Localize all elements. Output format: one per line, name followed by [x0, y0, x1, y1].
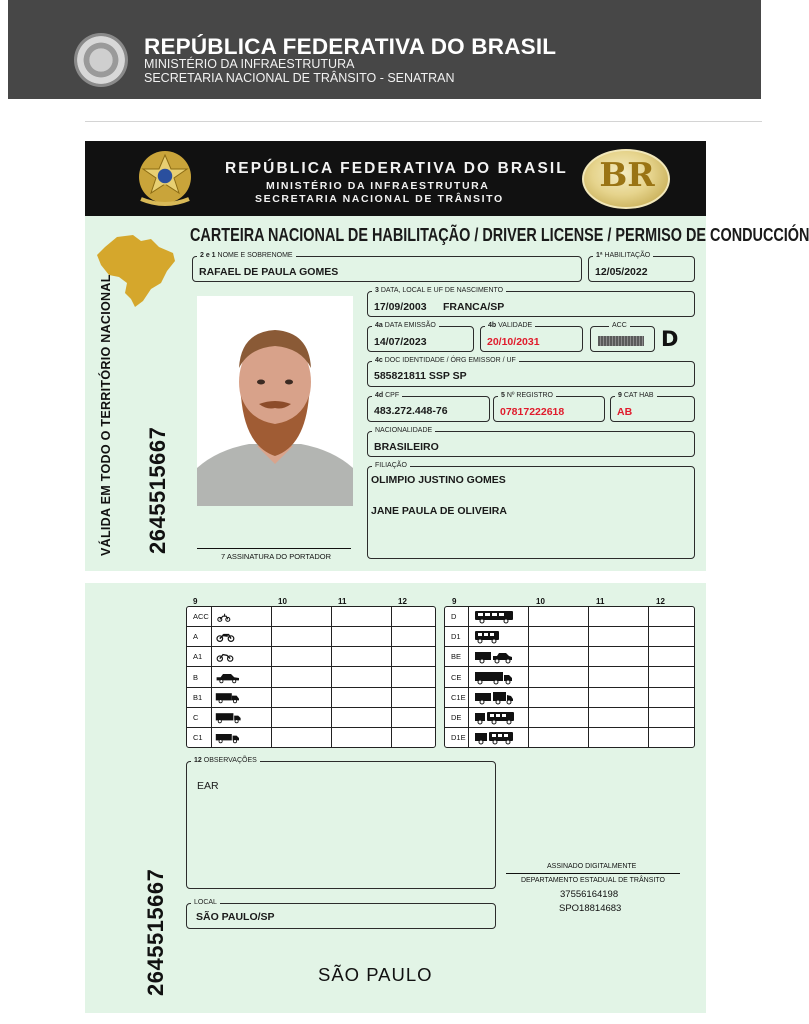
filiation-field	[367, 462, 695, 559]
header-title: REPÚBLICA FEDERATIVA DO BRASIL	[144, 34, 557, 59]
coat-of-arms-seal-icon	[74, 33, 128, 87]
acc-label: ACC	[609, 320, 630, 331]
validity-text: VÁLIDA EM TODO O TERRITÓRIO NACIONAL	[99, 274, 113, 556]
local-value: SÃO PAULO/SP	[196, 911, 275, 923]
back-city: SÃO PAULO	[318, 964, 433, 985]
bus-trailer-icon	[473, 712, 515, 724]
issue-date-label: DATA EMISSÃO	[384, 322, 436, 329]
name-field-number: 2 e 1	[200, 252, 216, 259]
name-field	[192, 252, 582, 282]
category-code: ACC	[193, 612, 209, 621]
document-title: CARTEIRA NACIONAL DE HABILITAÇÃO / DRIVER LICENSE / PERMISO DE CONDUCCIÓN	[190, 224, 809, 245]
first-license-field	[588, 252, 695, 282]
car-icon	[215, 672, 247, 684]
minibus-trailer-icon	[473, 732, 515, 744]
birth-field	[367, 287, 695, 317]
category-row	[187, 647, 435, 667]
filiation-label: FILIAÇÃO	[372, 460, 410, 471]
local-label: LOCAL	[191, 897, 220, 908]
signature-label: 7 ASSINATURA DO PORTADOR	[221, 552, 332, 561]
truck-icon	[215, 712, 247, 724]
holder-photo	[197, 296, 353, 506]
id-doc-field	[367, 357, 695, 387]
category-row	[445, 688, 694, 708]
code-1: 37556164198	[560, 889, 619, 900]
category-table-left	[186, 606, 436, 748]
cat-hab-label: CAT HAB	[623, 392, 654, 399]
category-row	[445, 647, 694, 667]
father-name: OLIMPIO JUSTINO GOMES	[371, 474, 506, 486]
br-badge-text: BR	[599, 155, 655, 194]
id-doc-number: 4c	[375, 357, 383, 364]
scooter-icon	[215, 611, 247, 623]
front-secretariat: SECRETARIA NACIONAL DE TRÂNSITO	[255, 193, 504, 205]
category-code: A1	[193, 652, 203, 662]
issue-date-field	[367, 322, 474, 352]
cpf-label: CPF	[385, 392, 400, 399]
category-row	[187, 627, 435, 647]
registro-field	[493, 392, 605, 422]
utility-van-icon	[215, 692, 247, 704]
col-header-11-right: 11	[596, 597, 605, 606]
category-code: C	[193, 713, 199, 722]
category-table-right	[444, 606, 695, 748]
birth-date-value: 17/09/2003	[374, 301, 427, 313]
category-row	[187, 668, 435, 688]
category-code: B	[193, 672, 199, 682]
motorcycle-icon	[215, 631, 247, 643]
registro-number: 5	[501, 392, 505, 399]
col-header-12: 12	[398, 597, 407, 606]
observations-value: EAR	[197, 780, 219, 792]
observations-field	[186, 757, 496, 889]
registro-label: Nº REGISTRO	[506, 392, 553, 399]
id-doc-label: DOC IDENTIDADE / ÓRG EMISSOR / UF	[384, 357, 516, 364]
cat-hab-value: AB	[617, 406, 633, 418]
validity-label: VALIDADE	[498, 322, 533, 329]
category-code: C1	[193, 733, 203, 743]
category-row	[187, 728, 435, 748]
cpf-field	[367, 392, 490, 422]
col-header-10-right: 10	[536, 597, 545, 606]
license-front	[85, 141, 809, 571]
truck-trailer-icon	[473, 672, 515, 684]
nationality-field	[367, 427, 695, 457]
birth-field-label: DATA, LOCAL E UF DE NASCIMENTO	[380, 287, 504, 294]
small-motorcycle-icon	[215, 651, 247, 663]
header-secretariat: SECRETARIA NACIONAL DE TRÂNSITO - SENATRAN	[144, 71, 455, 85]
department-text: DEPARTAMENTO ESTADUAL DE TRÂNSITO	[521, 877, 665, 884]
first-license-number: 1ª	[596, 252, 603, 259]
header-ministry: MINISTÉRIO DA INFRAESTRUTURA	[144, 57, 355, 71]
category-code: C1E	[451, 692, 466, 702]
cat-hab-number: 9	[618, 392, 622, 399]
col-header-10: 10	[278, 597, 287, 606]
validity-number: 4b	[488, 322, 497, 329]
category-row	[187, 708, 435, 728]
observations-label: OBSERVAÇÕES	[203, 757, 257, 764]
minibus-icon	[473, 631, 515, 643]
coat-of-arms-icon	[131, 147, 199, 211]
col-header-9: 9	[193, 597, 198, 606]
birth-place-value: FRANCA/SP	[443, 301, 505, 313]
nationality-value: BRASILEIRO	[374, 441, 439, 453]
category-code: A	[193, 632, 199, 642]
category-row	[187, 607, 435, 627]
license-back	[85, 583, 706, 1013]
cat-hab-field	[610, 392, 695, 422]
acc-field	[590, 322, 655, 352]
signature-line-back	[506, 873, 680, 874]
birth-field-number: 3	[375, 287, 379, 294]
front-ministry: MINISTÉRIO DA INFRAESTRUTURA	[266, 180, 490, 192]
category-code: D1E	[451, 733, 466, 743]
name-value: RAFAEL DE PAULA GOMES	[199, 266, 339, 278]
category-row	[445, 607, 694, 627]
category-row	[445, 728, 694, 748]
bus-icon	[473, 611, 515, 623]
divider	[85, 121, 762, 122]
light-truck-trailer-icon	[473, 692, 515, 704]
issue-date-number: 4a	[375, 322, 383, 329]
category-row	[445, 708, 694, 728]
category-row	[445, 627, 694, 647]
nationality-label: NACIONALIDADE	[372, 425, 435, 436]
validity-field	[480, 322, 583, 352]
cpf-number: 4d	[375, 392, 384, 399]
light-truck-icon	[215, 732, 247, 744]
back-vertical-number: 2645515667	[143, 868, 168, 996]
signed-digitally-text: ASSINADO DIGITALMENTE	[547, 863, 637, 870]
category-code: DE	[451, 713, 462, 722]
name-field-label: NOME E SOBRENOME	[217, 252, 293, 259]
first-license-value: 12/05/2022	[595, 266, 648, 278]
id-doc-value: 585821811 SSP SP	[374, 370, 467, 382]
front-title: REPÚBLICA FEDERATIVA DO BRASIL	[225, 160, 568, 177]
category-row	[187, 688, 435, 708]
observations-number: 12	[194, 757, 202, 764]
col-header-9-right: 9	[452, 597, 457, 606]
car-trailer-icon	[473, 651, 515, 663]
mother-name: JANE PAULA DE OLIVEIRA	[371, 505, 507, 517]
local-field	[186, 899, 496, 929]
category-code: BE	[451, 652, 462, 662]
issue-date-value: 14/07/2023	[374, 336, 427, 348]
category-code: B1	[193, 692, 203, 702]
code-2: SPO18814683	[559, 903, 622, 914]
registro-value: 07817222618	[500, 406, 565, 418]
category-letter: D	[661, 327, 679, 351]
first-license-label: HABILITAÇÃO	[604, 252, 651, 259]
col-header-11: 11	[338, 597, 347, 606]
category-code: D	[451, 612, 457, 621]
vertical-number: 2645515667	[145, 426, 170, 554]
category-code: D1	[451, 632, 461, 642]
col-header-12-right: 12	[656, 597, 665, 606]
category-code: CE	[451, 672, 462, 682]
signature-line	[197, 548, 351, 549]
validity-value: 20/10/2031	[487, 336, 540, 348]
acc-redacted-bar	[598, 336, 644, 346]
cpf-value: 483.272.448-76	[374, 405, 448, 417]
category-row	[445, 668, 694, 688]
